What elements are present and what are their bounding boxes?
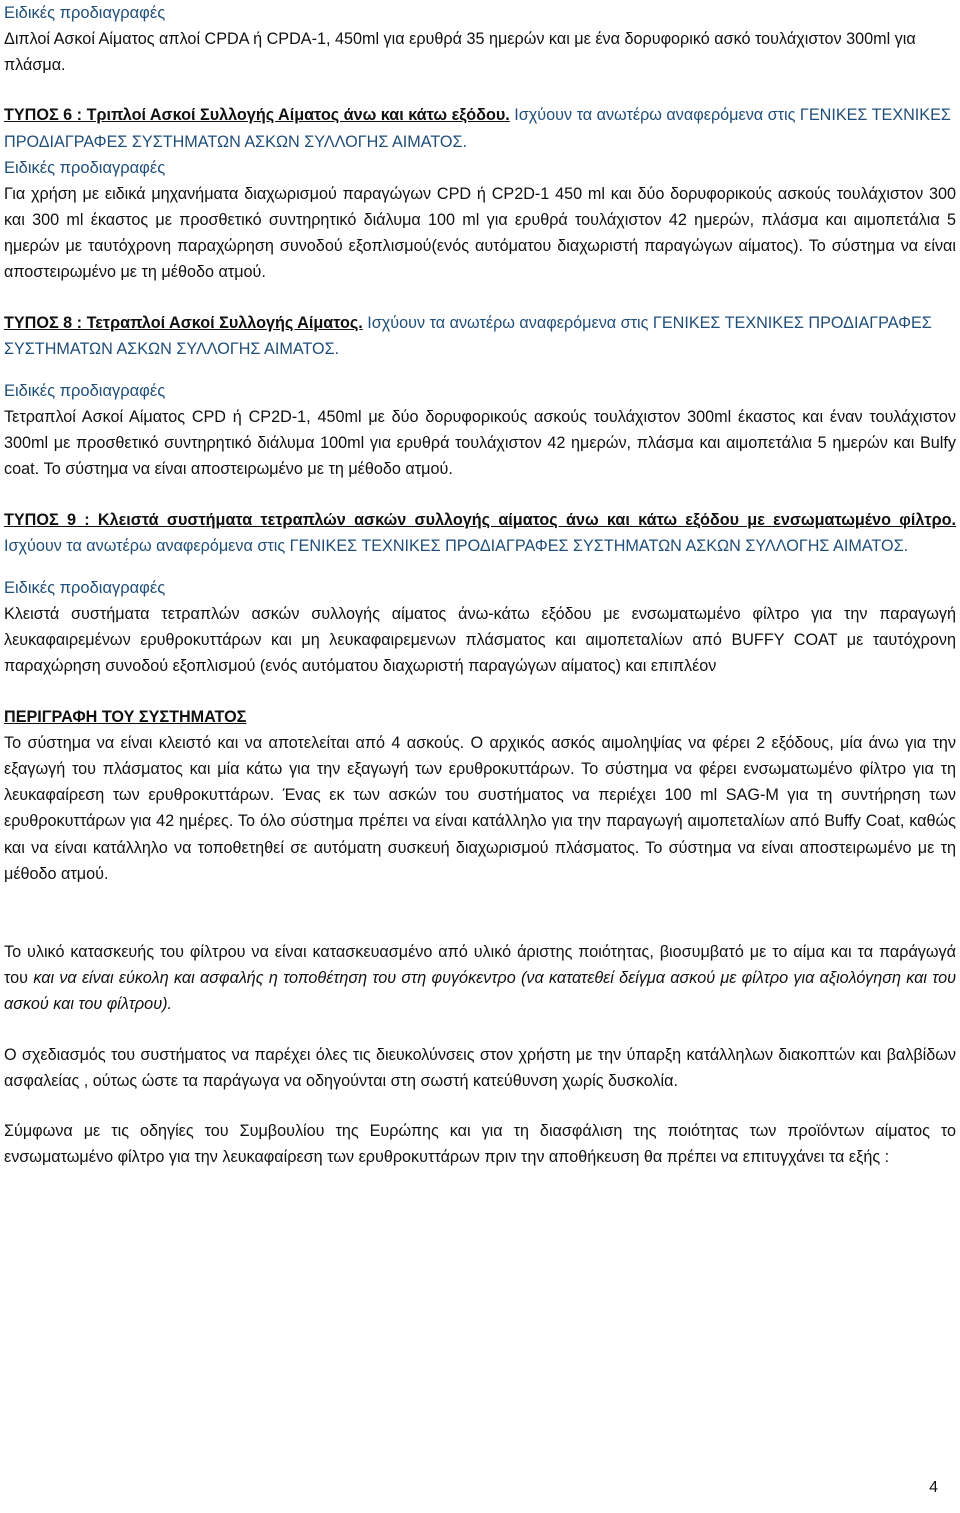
type-8-rest: Ισχύουν τα ανωτέρω αναφερόμενα στις ΓΕΝΙΚΕΣ ΤΕΧΝΙΚΕΣ ΠΡΟΔΙΑΓΡΑΦΕΣ ΣΥΣΤΗΜΑΤΩΝ ΑΣΚΩΝ ΣΥΛΛΟΓΗΣ ΑΙΜΑΤΟΣ. (4, 313, 932, 358)
type-9-spec-text: Κλειστά συστήματα τετραπλών ασκών συλλογής αίματος άνω-κάτω εξόδου με ενσωματωμένο φίλτρο για την παραγωγή λευκαφαιρεμένων ερυθροκυττάρων και μη λευκαφαιρεμενων πλάσματος και αιμοπεταλίων από BUFFY COAT με ταυτόχρονη παραχώρηση συνοδού εξοπλισμού (ενός αυτόματου διαχωριστή παραγώγων αίματος) και επιπλέον (4, 605, 956, 676)
type-6-rest: Ισχύουν τα ανωτέρω αναφερόμενα στις ΓΕΝΙΚΕΣ ΤΕΧΝΙΚΕΣ ΠΡΟΔΙΑΓΡΑΦΕΣ ΣΥΣΤΗΜΑΤΩΝ ΑΣΚΩΝ ΣΥΛΛΟΓΗΣ ΑΙΜΑΤΟΣ. (4, 106, 951, 151)
type-8-paragraph (4, 310, 956, 362)
spacer (4, 680, 956, 704)
design-paragraph: Ο σχεδιασμός του συστήματος να παρέχει όλες τις διευκολύνσεις στον χρήστη με την ύπαρξη κατάλληλων διακοπτών και βαλβίδων ασφαλείας , ούτως ώστε τα παράγωγα να οδηγούνται στη σωστή κατεύθυνση χωρίς δυσκολία. (4, 1045, 956, 1090)
system-description-text: Το σύστημα να είναι κλειστό και να αποτελείται από 4 ασκούς. Ο αρχικός ασκός αιμοληψίας να φέρει 2 εξόδους, μία άνω για την εξαγωγή του πλάσματος και μία κάτω για την εξαγωγή των ερυθροκυττάρων. Το σύστημα να φέρει ενσωματωμένο φίλτρο για τη λευκαφαίρεση των ερυθροκυττάρων. Ένας εκ των ασκών του συστήματος να περιέχει 100 ml SAG-M για τη συντήρηση των ερυθροκυττάρων για 42 ημέρες. Το όλο σύστημα πρέπει να είναι κατάλληλο για την παραγωγή αιμοπεταλίων από Buffy Coat, καθώς και να είναι κατάλληλο να τοποθετηθεί σε αυτόματη συσκευή διαχωρισμού πλάσματος. Το σύστημα να είναι αποστειρωμένο με τη μέθοδο ατμού. (4, 733, 956, 883)
spacer (4, 286, 956, 310)
section-1-spec-text: Διπλοί Ασκοί Αίματος απλοί CPDA ή CPDA-1, 450ml για ερυθρά 35 ημερών και με ένα δορυφορικό ασκό τουλάχιστον 300ml για πλάσμα. (4, 30, 916, 75)
type-6-spec-text: Για χρήση με ειδικά μηχανήματα διαχωρισμού παραγώγων CPD ή CP2D-1 450 ml και δύο δορυφορικούς ασκούς τουλάχιστον 300 και 300 ml έκαστος με προσθετικό συντηρητικό διάλυμα 100 ml για ερυθρά τουλάχιστον 42 ημερών, πλάσμα και αιμοπετάλια 5 ημερών με ταυτόχρονη παραχώρηση συνοδού εξοπλισμού(ενός αυτόματου διαχωριστή παραγώγων αίματος). Το σύστημα να είναι αποστειρωμένο με τη μέθοδο ατμού. (4, 184, 956, 282)
type-9-title: ΤΥΠΟΣ 9 : Κλειστά συστήματα τετραπλών ασκών συλλογής αίματος άνω και κάτω εξόδου με ενσωματωμένο φίλτρο. (4, 510, 956, 529)
spec-heading: Ειδικές προδιαγραφές (4, 579, 166, 598)
council-paragraph: Σύμφωνα με τις οδηγίες του Συμβουλίου της Ευρώπης και για τη διασφάλιση της ποιότητας των προϊόντων αίματος το ενσωματωμένο φίλτρο για την λευκαφαίρεση των ερυθροκυττάρων πριν την αποθήκευση θα πρέπει να επιτυγχάνει τα εξής : (4, 1122, 956, 1167)
spacer (4, 887, 956, 939)
spacer (4, 559, 956, 575)
filter-material-paragraph (4, 939, 956, 1018)
page-number: 4 (929, 1479, 938, 1496)
spec-heading: Ειδικές προδιαγραφές (4, 382, 166, 401)
type-9-paragraph (4, 507, 956, 559)
filter-material-text: Το υλικό κατασκευής του φίλτρου να είναι κατασκευασμένο από υλικό άριστης ποιότητας, βιοσυμβατό με το αίμα και τα παράγωγά του (4, 943, 956, 988)
spacer (4, 1094, 956, 1118)
spacer (4, 78, 956, 102)
spacer (4, 483, 956, 507)
type-9-rest: Ισχύουν τα ανωτέρω αναφερόμενα στις ΓΕΝΙΚΕΣ ΤΕΧΝΙΚΕΣ ΠΡΟΔΙΑΓΡΑΦΕΣ ΣΥΣΤΗΜΑΤΩΝ ΑΣΚΩΝ ΣΥΛΛΟΓΗΣ ΑΙΜΑΤΟΣ. (4, 536, 909, 555)
spec-heading: Ειδικές προδιαγραφές (4, 158, 166, 177)
filter-material-italic-text: και να είναι εύκολη και ασφαλής η τοποθέτηση του στη φυγόκεντρο (να κατατεθεί δείγμα ασκού με φίλτρο για αξιολόγηση και του ασκού και του φίλτρου). (4, 969, 956, 1014)
type-8-spec-text: Τετραπλοί Ασκοί Αίματος CPD ή CP2D-1, 450ml με δύο δορυφορικούς ασκούς τουλάχιστον 300ml έκαστος και έναν τουλάχιστον 300ml με προσθετικό συντηρητικό διάλυμα 100ml για ερυθρά τουλάχιστον 42 ημερών, πλάσμα και αιμοπετάλια 5 ημερών και Bulfy coat. Το σύστημα να είναι αποστειρωμένο με τη μέθοδο ατμού. (4, 408, 956, 479)
type-8-title: ΤΥΠΟΣ 8 : Τετραπλοί Ασκοί Συλλογής Αίματος. (4, 313, 363, 332)
type-6-title: ΤΥΠΟΣ 6 : Τριπλοί Ασκοί Συλλογής Αίματος άνω και κάτω εξόδου. (4, 106, 510, 125)
type-6-paragraph (4, 102, 956, 154)
spacer (4, 1018, 956, 1042)
spacer (4, 362, 956, 378)
system-description-heading: ΠΕΡΙΓΡΑΦΗ ΤΟΥ ΣΥΣΤΗΜΑΤΟΣ (4, 707, 247, 726)
spec-heading: Ειδικές προδιαγραφές (4, 4, 166, 22)
